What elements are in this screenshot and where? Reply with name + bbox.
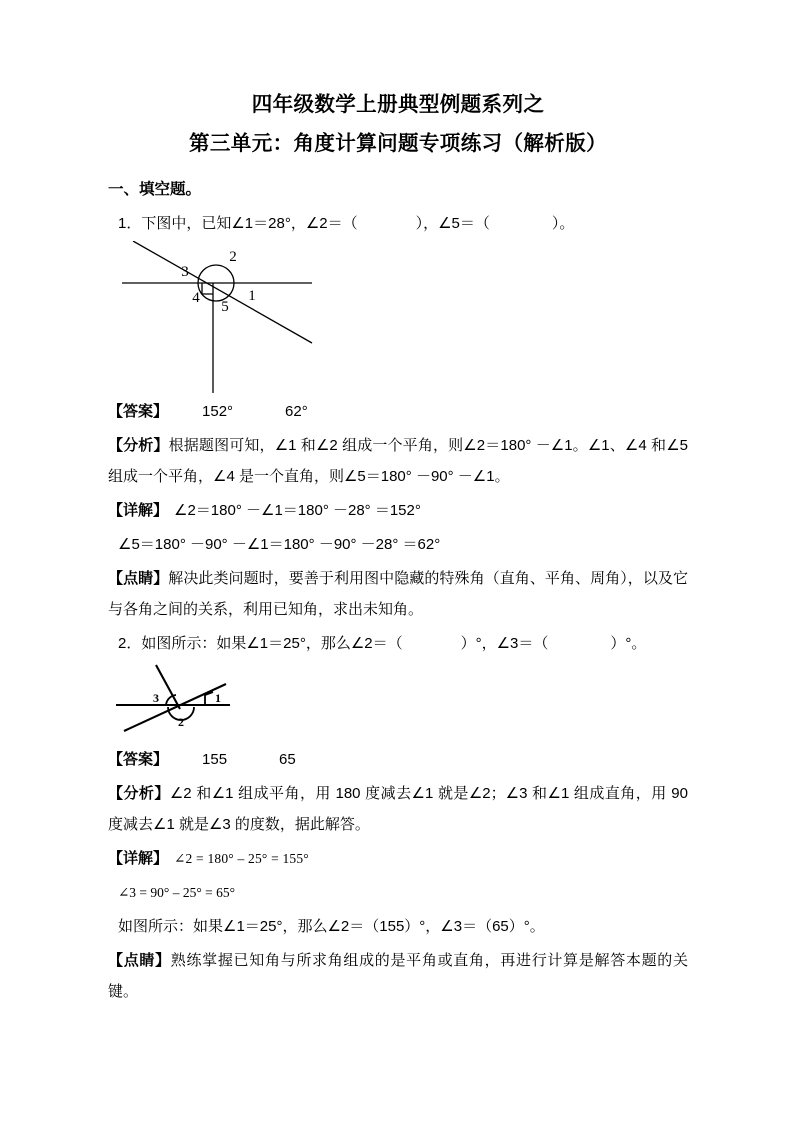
- question-2-analysis: [108, 778, 688, 840]
- document-content: [108, 88, 688, 1007]
- angle-figure-2: [108, 661, 408, 741]
- question-2-stem-part-c: ）°。: [610, 635, 647, 652]
- diagonal-line: [124, 684, 226, 731]
- figure-1-label-1: 1: [248, 288, 256, 304]
- question-2-analysis-text: ∠2 和∠1 组成平角，用 180 度减去∠1 就是∠2；∠3 和∠1 组成直角，用 90 度减去∠1 就是∠3 的度数，据此解答。: [108, 785, 688, 833]
- question-1-analysis-label: 【分析】: [108, 437, 169, 454]
- question-2-analysis-label: 【分析】: [108, 785, 170, 802]
- angle-figure-1-svg: [108, 241, 468, 393]
- right-angle-marker: [202, 283, 213, 294]
- section-heading-fill-in-blanks: 一、填空题。: [108, 181, 202, 198]
- question-1-answer-row: [108, 396, 688, 427]
- figure-1-label-2: 2: [229, 249, 237, 265]
- question-1-tip: [108, 563, 688, 625]
- question-1-detail-line-2: ∠5＝180° －90° －∠1＝180° －90° －28° ＝62°: [118, 536, 441, 553]
- figure-2-label-1: 1: [215, 691, 221, 705]
- question-2-restatement-row: [108, 911, 688, 942]
- question-1-detail: [108, 495, 688, 526]
- question-1-number: 1．: [118, 215, 142, 232]
- question-2-detail-line-2: ∠3 = 90° – 25° = 65°: [118, 885, 235, 900]
- question-1-tip-label: 【点睛】: [108, 570, 169, 587]
- question-2-answer-value-2: 65: [279, 751, 296, 768]
- question-1-stem-part-b: ），∠5＝（: [415, 215, 490, 232]
- question-1-answer-label: 【答案】: [108, 403, 169, 420]
- figure-2-label-3: 3: [153, 691, 159, 705]
- steep-line: [156, 665, 180, 709]
- question-2-number: 2．: [118, 635, 142, 652]
- figure-1-label-5: 5: [221, 299, 229, 315]
- angle-figure-2-svg: [108, 661, 408, 741]
- angle-1-right-marker: [205, 692, 213, 705]
- question-2-answer-row: [108, 744, 688, 775]
- question-2-answer-label: 【答案】: [108, 751, 169, 768]
- question-2-restatement: 如图所示：如果∠1＝25°，那么∠2＝（155）°，∠3＝（65）°。: [118, 918, 545, 935]
- question-2-detail-label: 【详解】: [108, 850, 169, 867]
- figure-1-label-3: 3: [181, 264, 189, 280]
- document-title-line-1: 四年级数学上册典型例题系列之: [251, 93, 545, 116]
- question-2-detail-line-1: ∠2 = 180° – 25° = 155°: [174, 851, 309, 866]
- question-1-detail-line-1: ∠2＝180° －∠1＝180° －28° ＝152°: [174, 502, 421, 519]
- document-title-line-2: 第三单元：角度计算问题专项练习（解析版）: [189, 132, 607, 155]
- question-1-stem-part-c: ）。: [551, 215, 575, 232]
- question-1-answer-value-2: 62°: [285, 403, 308, 420]
- angle-figure-1: [108, 241, 468, 393]
- question-1-detail-label: 【详解】: [108, 502, 169, 519]
- figure-1-label-4: 4: [192, 290, 200, 306]
- question-2-answer-value-1: 155: [202, 751, 228, 768]
- question-1-stem-part-a: 下图中，已知∠1＝28°，∠2＝（: [141, 215, 358, 232]
- question-2-tip: [108, 945, 688, 1007]
- question-2-stem-part-b: ）°，∠3＝（: [460, 635, 549, 652]
- question-2-tip-label: 【点睛】: [108, 952, 171, 969]
- figure-2-label-2: 2: [178, 715, 184, 729]
- question-1-stem: [108, 208, 688, 239]
- question-1-analysis: [108, 430, 688, 492]
- question-2-stem: [108, 628, 688, 659]
- question-1-tip-text: 解决此类问题时，要善于利用图中隐藏的特殊角（直角、平角、周角），以及它与各角之间的关系，利用已知角，求出未知角。: [108, 570, 688, 618]
- question-1-answer-value-1: 152°: [202, 403, 234, 420]
- diagonal-line: [133, 241, 312, 343]
- question-2-stem-part-a: 如图所示：如果∠1＝25°，那么∠2＝（: [141, 635, 403, 652]
- question-2-detail-line-2-row: [108, 877, 688, 908]
- question-2-detail: [108, 843, 688, 874]
- question-2-tip-text: 熟练掌握已知角与所求角组成的是平角或直角，再进行计算是解答本题的关键。: [108, 952, 688, 1000]
- question-1-analysis-text: 根据题图可知，∠1 和∠2 组成一个平角，则∠2＝180° －∠1。∠1、∠4 和∠5 组成一个平角，∠4 是一个直角，则∠5＝180° －90° －∠1。: [108, 437, 688, 485]
- question-1-detail-line-2-row: [108, 529, 688, 560]
